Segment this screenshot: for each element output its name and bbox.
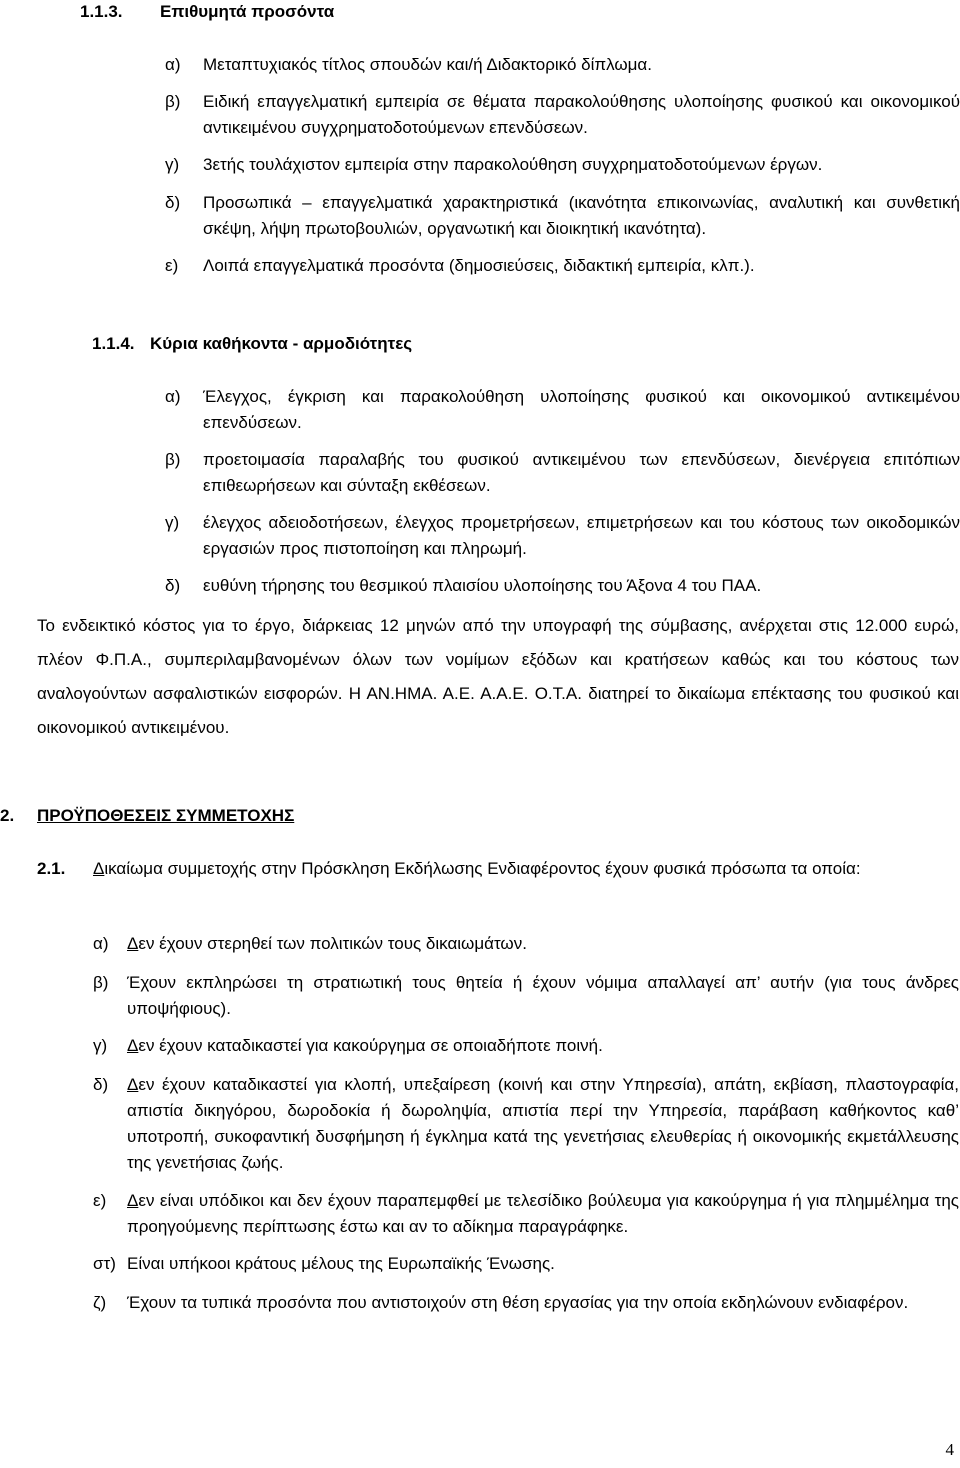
- item-label: δ): [165, 576, 181, 595]
- list-item: [165, 384, 960, 436]
- item-label: γ): [93, 1036, 108, 1055]
- cost-paragraph: Το ενδεικτικό κόστος για το έργο, διάρκειας 12 μηνών από την υπογραφή της σύμβασης, ανέρχεται στις 12.000 ευρώ, πλέον Φ.Π.Α., συμπεριλαμβανομένων όλων των νομίμων εξόδων και κρατήσεων καθώς και του κόστους των αναλογούντων ασφαλιστικών εισφορών. Η ΑΝ.ΗΜΑ. Α.Ε. Α.Α.Ε. Ο.Τ.Α. διατηρεί το δικαίωμα επέκτασης του φυσικού και οικονομικού αντικειμένου.: [37, 616, 959, 737]
- item-initial: Δ: [127, 934, 139, 953]
- item-text: ευθύνη τήρησης του θεσμικού πλαισίου υλοποίησης του Άξονα 4 του ΠΑΑ.: [203, 576, 762, 595]
- item-label: ε): [93, 1191, 107, 1210]
- list-item: [165, 89, 960, 141]
- intro-initial: Δ: [93, 859, 105, 878]
- section-number: 2.: [0, 806, 15, 825]
- intro-text: ικαίωμα συμμετοχής στην Πρόσκληση Εκδήλωσης Ενδιαφέροντος έχουν φυσικά πρόσωπα τα οποία:: [104, 859, 861, 878]
- item-label: γ): [165, 513, 180, 532]
- list-item: [165, 253, 960, 279]
- item-initial: Δ: [127, 1036, 139, 1055]
- page-number: 4: [945, 1440, 954, 1459]
- section-title: Επιθυμητά προσόντα: [160, 2, 335, 21]
- section-title: ΠΡΟΫΠΟΘΕΣΕΙΣ ΣΥΜΜΕΤΟΧΗΣ: [37, 806, 295, 825]
- item-label: β): [165, 92, 181, 111]
- item-initial: Δ: [127, 1191, 139, 1210]
- list-item: [93, 1251, 959, 1277]
- list-item: [93, 1033, 959, 1059]
- item-text: Έχουν εκπληρώσει τη στρατιωτική τους θητεία ή έχουν νόμιμα απαλλαγεί απ’ αυτήν (για τους άνδρες υποψήφιους).: [127, 973, 959, 1018]
- item-text: Έλεγχος, έγκριση και παρακολούθηση υλοποίησης φυσικού και οικονομικού αντικειμένου επενδύσεων.: [203, 387, 960, 432]
- section-heading-1-1-3: [80, 2, 334, 22]
- section-heading-1-1-4: [92, 334, 412, 354]
- item-text: έλεγχος αδειοδοτήσεων, έλεγχος προμετρήσεων, επιμετρήσεων και του κόστους των οικοδομικών εργασιών προς πιστοποίηση και πληρωμή.: [203, 513, 960, 558]
- item-label: γ): [165, 155, 180, 174]
- item-label: στ): [93, 1254, 116, 1273]
- item-text: Ειδική επαγγελματική εμπειρία σε θέματα παρακολούθησης υλοποίησης φυσικού και οικονομικού αντικειμένου συγχρηματοδοτούμενων επενδύσεων.: [203, 92, 960, 137]
- item-text: εν είναι υπόδικοι και δεν έχουν παραπεμφθεί με τελεσίδικο βούλευμα για κακούργημα ή για πλημμέλημα της προηγούμενης περίπτωσης έστω και αν το αδίκημα παραγράφηκε.: [127, 1191, 959, 1236]
- list-item: [93, 1188, 959, 1240]
- item-text: Λοιπά επαγγελματικά προσόντα (δημοσιεύσεις, διδακτική εμπειρία, κλπ.).: [203, 256, 755, 275]
- item-label: α): [93, 934, 109, 953]
- item-label: β): [165, 450, 181, 469]
- item-text: εν έχουν καταδικαστεί για κλοπή, υπεξαίρεση (κοινή και στην Υπηρεσία), απάτη, εκβίαση, πλαστογραφία, απιστία δικηγόρου, δωροδοκία ή δωροληψία, απιστία περί την Υπηρεσία, παράβαση καθήκοντος καθ’ υποτροπή, συκοφαντική δυσφήμηση ή έγκλημα κατά της γενετήσιας ελευθερίας ή οικονομικής εκμετάλλευσης της γενετήσιας ζωής.: [127, 1075, 959, 1172]
- item-text: Μεταπτυχιακός τίτλος σπουδών και/ή Διδακτορικό δίπλωμα.: [203, 55, 652, 74]
- list-item: [165, 190, 960, 242]
- section-title: Κύρια καθήκοντα - αρμοδιότητες: [150, 334, 413, 353]
- section-2-1-intro: [37, 855, 959, 883]
- list-item: [165, 152, 960, 178]
- item-text: προετοιμασία παραλαβής του φυσικού αντικειμένου των επενδύσεων, διενέργεια επιτόπιων επιθεωρήσεων και σύνταξη εκθέσεων.: [203, 450, 960, 495]
- item-label: δ): [165, 193, 181, 212]
- item-label: ε): [165, 256, 179, 275]
- section-number: 2.1.: [37, 859, 66, 878]
- section-number: 1.1.4.: [92, 334, 135, 353]
- list-item: [93, 931, 959, 957]
- item-text: εν έχουν στερηθεί των πολιτικών τους δικαιωμάτων.: [138, 934, 527, 953]
- item-label: α): [165, 387, 181, 406]
- list-item: [165, 510, 960, 562]
- item-label: α): [165, 55, 181, 74]
- list-item: [165, 447, 960, 499]
- list-item: [93, 1290, 959, 1316]
- item-text: 3ετής τουλάχιστον εμπειρία στην παρακολούθηση συγχρηματοδοτούμενων έργων.: [203, 155, 823, 174]
- item-label: ζ): [93, 1293, 107, 1312]
- item-text: εν έχουν καταδικαστεί για κακούργημα σε οποιαδήποτε ποινή.: [138, 1036, 603, 1055]
- list-item: [93, 1072, 959, 1176]
- item-text: Έχουν τα τυπικά προσόντα που αντιστοιχούν στη θέση εργασίας για την οποία εκδηλώνουν ενδιαφέρον.: [127, 1293, 909, 1312]
- section-number: 1.1.3.: [80, 2, 123, 21]
- list-item: [165, 573, 960, 599]
- item-initial: Δ: [127, 1075, 139, 1094]
- item-label: δ): [93, 1075, 109, 1094]
- item-text: Είναι υπήκοοι κράτους μέλους της Ευρωπαϊκής Ένωσης.: [127, 1254, 555, 1273]
- item-label: β): [93, 973, 109, 992]
- list-item: [165, 52, 960, 78]
- item-text: Προσωπικά – επαγγελματικά χαρακτηριστικά (ικανότητα επικοινωνίας, αναλυτική και συνθετική σκέψη, λήψη πρωτοβουλιών, οργανωτική και διοικητική ικανότητα).: [203, 193, 960, 238]
- section-heading-2: [0, 806, 294, 826]
- list-item: [93, 970, 959, 1022]
